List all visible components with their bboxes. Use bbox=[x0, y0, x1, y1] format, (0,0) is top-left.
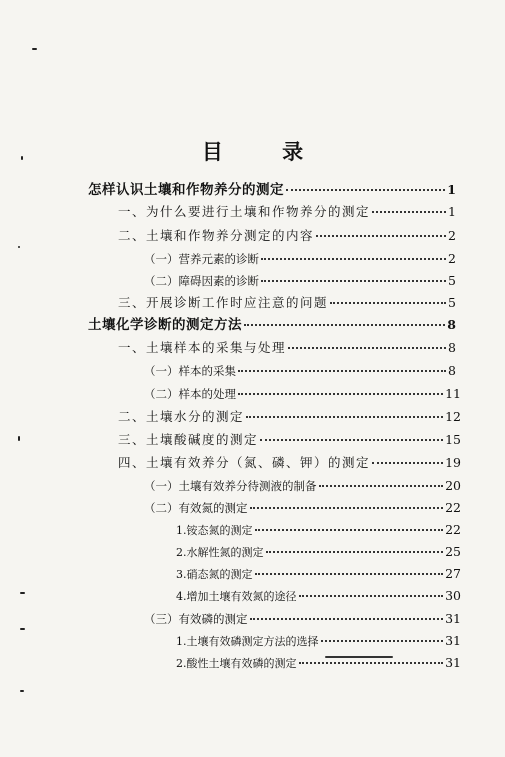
toc-entry-label: （二）样本的处理 bbox=[144, 387, 236, 401]
toc-entry-label: 土壤化学诊断的测定方法 bbox=[88, 317, 242, 333]
leader-dots bbox=[255, 573, 444, 575]
toc-entry-page: 2 bbox=[448, 251, 456, 266]
toc-entry-label: 3.硝态氮的测定 bbox=[176, 568, 253, 581]
leader-dots bbox=[286, 189, 445, 191]
toc-entry-label: （一）土壤有效养分待测液的制备 bbox=[144, 479, 317, 493]
leader-dots bbox=[266, 551, 444, 553]
ink-smudge bbox=[325, 656, 393, 658]
leader-dots bbox=[299, 595, 444, 597]
leader-dots bbox=[288, 347, 446, 349]
toc-entry-page: 5 bbox=[448, 273, 456, 288]
toc-entry-label: 怎样认识土壤和作物养分的测定 bbox=[88, 182, 284, 198]
toc-entry-page: 12 bbox=[445, 409, 461, 424]
toc-entry[interactable] bbox=[144, 273, 456, 289]
leader-dots bbox=[330, 302, 446, 304]
toc-entry-label: （二）障碍因素的诊断 bbox=[144, 274, 259, 288]
toc-entry-page: 1 bbox=[448, 204, 456, 219]
toc-entry-label: （一）营养元素的诊断 bbox=[144, 252, 259, 266]
page-title: 目 录 bbox=[201, 139, 330, 164]
leader-dots bbox=[261, 258, 446, 260]
scan-speck bbox=[18, 246, 20, 248]
toc-entry[interactable] bbox=[88, 317, 456, 333]
toc-entry[interactable] bbox=[176, 588, 461, 605]
toc-entry-label: 三、土壤酸碱度的测定 bbox=[118, 432, 259, 447]
toc-entry-page: 22 bbox=[445, 522, 461, 537]
toc-entry-page: 31 bbox=[445, 633, 461, 648]
toc-entry[interactable] bbox=[118, 228, 456, 244]
toc-entry-page: 2 bbox=[448, 228, 456, 243]
toc-entry[interactable] bbox=[88, 182, 456, 198]
leader-dots bbox=[244, 324, 445, 326]
toc-entry[interactable] bbox=[118, 455, 461, 471]
scan-speck bbox=[21, 156, 23, 160]
toc-entry-page: 8 bbox=[448, 340, 456, 355]
leader-dots bbox=[319, 485, 444, 487]
toc-entry[interactable] bbox=[118, 409, 461, 425]
toc-entry[interactable] bbox=[176, 522, 461, 539]
scan-speck bbox=[18, 436, 20, 441]
leader-dots bbox=[372, 462, 443, 464]
toc-entry-label: （一）样本的采集 bbox=[144, 364, 236, 378]
leader-dots bbox=[316, 235, 446, 237]
leader-dots bbox=[250, 618, 444, 620]
toc-entry-label: 4.增加土壤有效氮的途径 bbox=[176, 590, 297, 603]
toc-entry-page: 15 bbox=[445, 432, 461, 447]
toc-entry-page: 30 bbox=[445, 588, 461, 603]
leader-dots bbox=[321, 640, 444, 642]
toc-entry-page: 8 bbox=[448, 363, 456, 378]
toc-entry-page: 19 bbox=[445, 455, 461, 470]
toc-entry[interactable] bbox=[144, 611, 461, 627]
leader-dots bbox=[261, 280, 446, 282]
toc-entry[interactable] bbox=[144, 251, 456, 267]
toc-entry-label: 四、土壤有效养分（氮、磷、钾）的测定 bbox=[118, 455, 371, 470]
toc-entry[interactable] bbox=[176, 633, 461, 650]
toc-entry[interactable] bbox=[144, 478, 461, 494]
toc-entry-label: 三、开展诊断工作时应注意的问题 bbox=[118, 295, 329, 310]
toc-entry-label: （二）有效氮的测定 bbox=[144, 501, 248, 515]
toc-entry[interactable] bbox=[118, 340, 456, 356]
toc-entry-label: 1.铵态氮的测定 bbox=[176, 524, 253, 537]
toc-entry[interactable] bbox=[176, 544, 461, 561]
toc-entry-page: 1 bbox=[447, 182, 456, 197]
toc-entry-label: 2.酸性土壤有效磷的测定 bbox=[176, 657, 297, 670]
toc-entry[interactable] bbox=[144, 500, 461, 516]
toc-entry-page: 5 bbox=[448, 295, 456, 310]
toc-entry-label: 1.土壤有效磷测定方法的选择 bbox=[176, 635, 319, 648]
leader-dots bbox=[372, 211, 446, 213]
leader-dots bbox=[246, 416, 443, 418]
toc-entry-page: 31 bbox=[445, 655, 461, 670]
toc-entry-page: 8 bbox=[447, 317, 456, 332]
toc-entry-label: 一、土壤样本的采集与处理 bbox=[118, 340, 287, 355]
toc-entry-page: 25 bbox=[445, 544, 461, 559]
leader-dots bbox=[299, 662, 444, 664]
toc-entry[interactable] bbox=[118, 295, 456, 311]
leader-dots bbox=[238, 393, 443, 395]
toc-entry-label: （三）有效磷的测定 bbox=[144, 612, 248, 626]
scan-speck bbox=[32, 48, 37, 50]
toc-entry-page: 22 bbox=[445, 500, 461, 515]
toc-entry-page: 31 bbox=[445, 611, 461, 626]
toc-entry[interactable] bbox=[118, 204, 456, 220]
toc-entry-label: 一、为什么要进行土壤和作物养分的测定 bbox=[118, 204, 371, 219]
toc-entry-label: 二、土壤和作物养分测定的内容 bbox=[118, 228, 315, 243]
toc-entry-page: 20 bbox=[445, 478, 461, 493]
toc-entry-label: 2.水解性氮的测定 bbox=[176, 546, 264, 559]
toc-entry[interactable] bbox=[118, 432, 461, 448]
leader-dots bbox=[250, 507, 444, 509]
toc-entry[interactable] bbox=[176, 655, 461, 672]
scan-speck bbox=[20, 628, 25, 630]
toc-entry-page: 11 bbox=[445, 386, 461, 401]
toc-entry-label: 二、土壤水分的测定 bbox=[118, 409, 245, 424]
toc-entry[interactable] bbox=[144, 386, 461, 402]
scan-speck bbox=[20, 690, 24, 692]
toc-entry[interactable] bbox=[176, 566, 461, 583]
toc-entry-page: 27 bbox=[445, 566, 461, 581]
leader-dots bbox=[238, 370, 446, 372]
leader-dots bbox=[260, 439, 443, 441]
leader-dots bbox=[255, 529, 444, 531]
scan-speck bbox=[20, 592, 25, 594]
toc-entry[interactable] bbox=[144, 363, 456, 379]
